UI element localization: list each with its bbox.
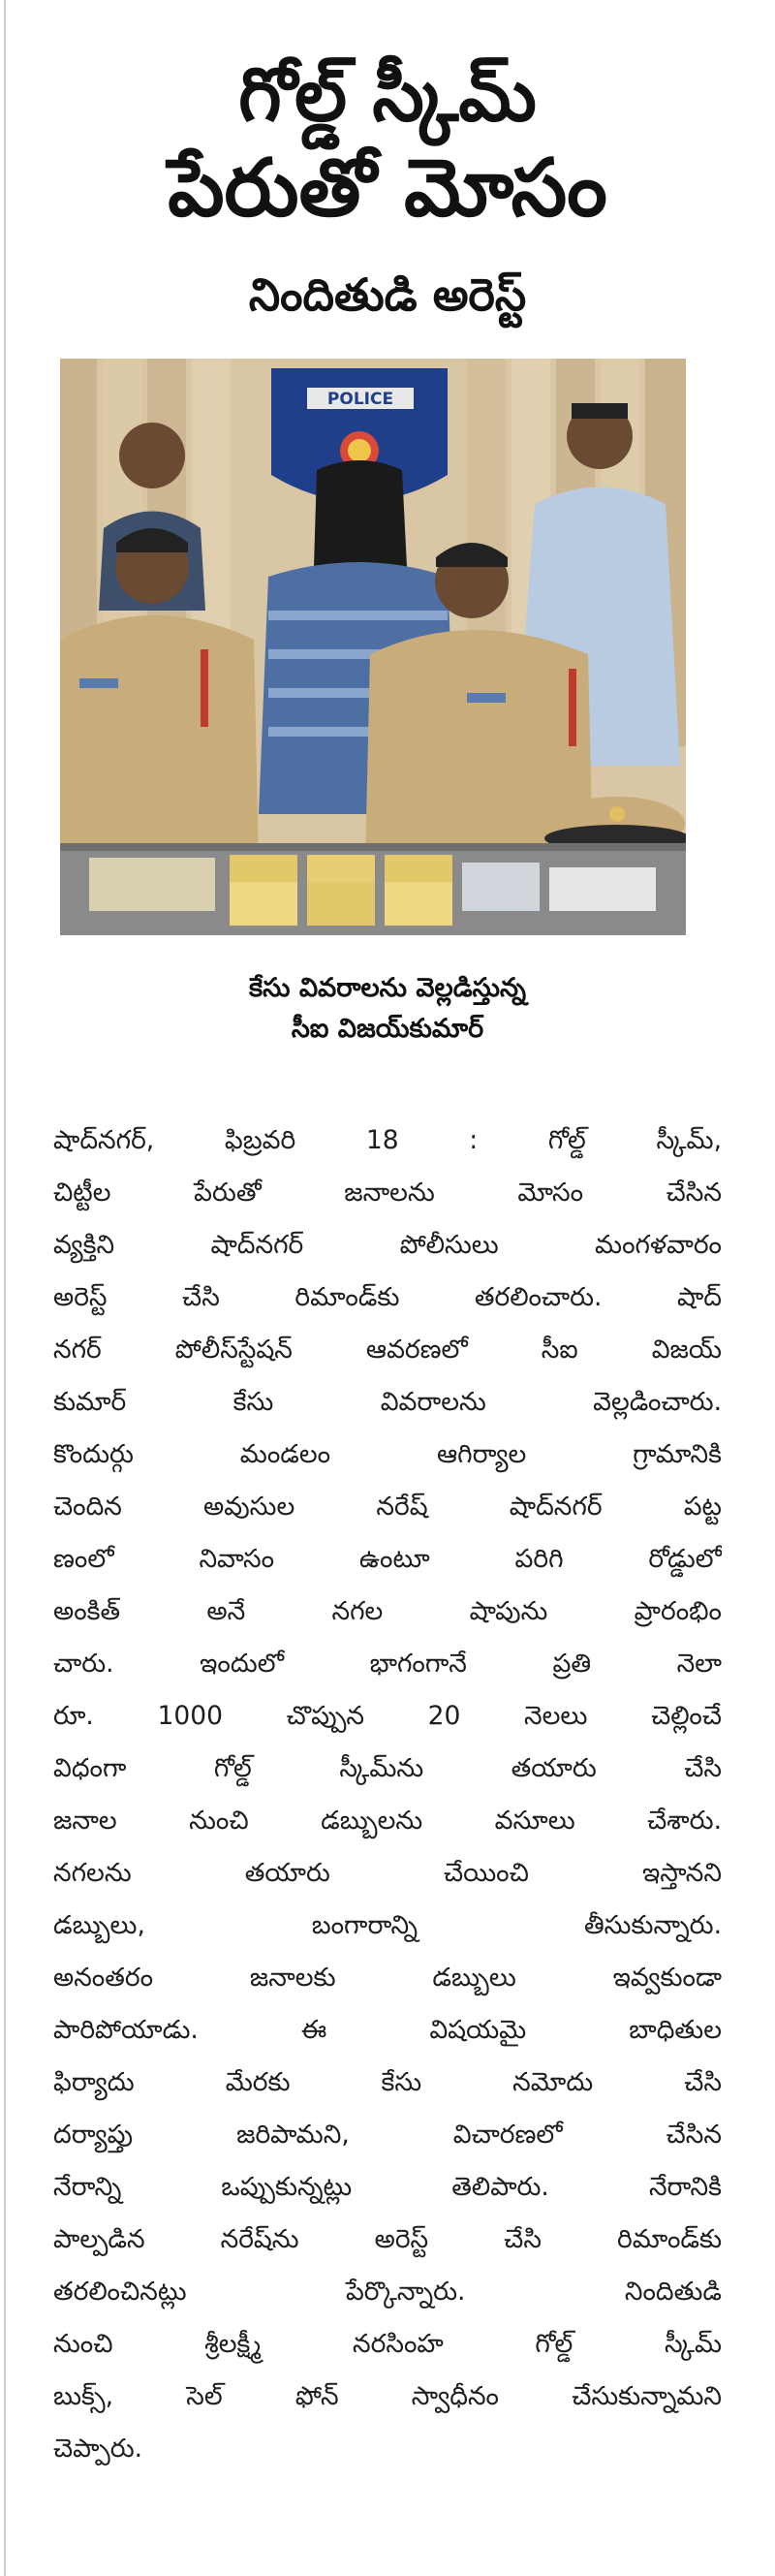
- article-line: చెప్పారు.: [53, 2434, 143, 2464]
- article-line: పాల్పడిన నరేష్‌ను అరెస్ట్ చేసి రిమాండ్‌కు: [53, 2224, 722, 2254]
- photo-caption-line-2: సీఐ విజయ్‌కుమార్: [291, 1014, 484, 1044]
- article-line: వ్యక్తిని షాద్‌నగర్ పోలీసులు మంగళవారం: [53, 1230, 722, 1260]
- article-line: షాద్‌నగర్, ఫిబ్రవరి 18 : గోల్డ్ స్కీమ్,: [53, 1125, 722, 1155]
- article-line: కొందుర్గు మండలం ఆగిర్యాల గ్రామానికి: [53, 1439, 722, 1469]
- article-line: చిట్టీల పేరుతో జనాలను మోసం చేసిన: [53, 1178, 722, 1208]
- article-line: చారు. ఇందులో భాగంగానే ప్రతి నెలా: [53, 1649, 722, 1679]
- article-line: నేరాన్ని ఒప్పుకున్నట్లు తెలిపారు. నేరానికి: [53, 2172, 722, 2202]
- article-line: తరలించినట్లు పేర్కొన్నారు. నిందితుడి: [53, 2277, 722, 2307]
- headline-line-1: గోల్డ్ స్కీమ్: [238, 51, 537, 138]
- article-line: డబ్బులు, బంగారాన్ని తీసుకున్నారు.: [53, 1910, 722, 1940]
- article-line: చెందిన అవుసుల నరేష్ షాద్‌నగర్ పట్ట: [53, 1492, 722, 1522]
- article-line: నగర్ పోలీస్‌స్టేషన్ ఆవరణలో సీఐ విజయ్: [53, 1335, 722, 1365]
- photo-caption-line-1: కేసు వివరాలను వెల్లడిస్తున్న: [249, 973, 526, 1003]
- article-line: రూ. 1000 చొప్పున 20 నెలలు చెల్లించే: [53, 1701, 722, 1731]
- article-line: అనంతరం జనాలకు డబ్బులు ఇవ్వకుండా: [53, 1963, 722, 1993]
- article-line: దర్యాప్తు జరిపామని, విచారణలో చేసిన: [53, 2120, 722, 2150]
- table-with-seized-items: [60, 843, 686, 935]
- news-photo: [60, 359, 686, 935]
- article-body: [53, 1115, 722, 2475]
- article-line: నగలను తయారు చేయించి ఇస్తానని: [53, 1858, 722, 1888]
- police-badge-text: POLICE: [326, 390, 394, 409]
- article-line: కుమార్ కేసు వివరాలను వెల్లడించారు.: [53, 1387, 722, 1417]
- article-line: ఫిర్యాదు మేరకు కేసు నమోదు చేసి: [53, 2067, 722, 2097]
- article-line: జనాల నుంచి డబ్బులను వసూలు చేశారు.: [53, 1806, 722, 1836]
- article-line: విధంగా గోల్డ్ స్కీమ్‌ను తయారు చేసి: [53, 1753, 722, 1783]
- article-line: అరెస్ట్ చేసి రిమాండ్‌కు తరలించారు. షాద్: [53, 1282, 722, 1312]
- article-line: పారిపోయాడు. ఈ విషయమై బాధితుల: [53, 2015, 722, 2045]
- article-line: ణంలో నివాసం ఉంటూ పరిగి రోడ్డులో: [53, 1544, 722, 1574]
- article-line: బుక్స్, సెల్ ఫోన్ స్వాధీనం చేసుకున్నామని: [53, 2381, 722, 2411]
- headline-line-2: పేరుతో మోసం: [168, 142, 607, 235]
- column-divider: [4, 0, 6, 2576]
- subheadline: నిందితుడి అరెస్ట్: [248, 268, 527, 321]
- article-line: అంకిత్ అనే నగల షాపును ప్రారంభిం: [53, 1596, 722, 1626]
- article-line: నుంచి శ్రీలక్ష్మీ నరసింహ గోల్డ్ స్కీమ్: [53, 2329, 722, 2359]
